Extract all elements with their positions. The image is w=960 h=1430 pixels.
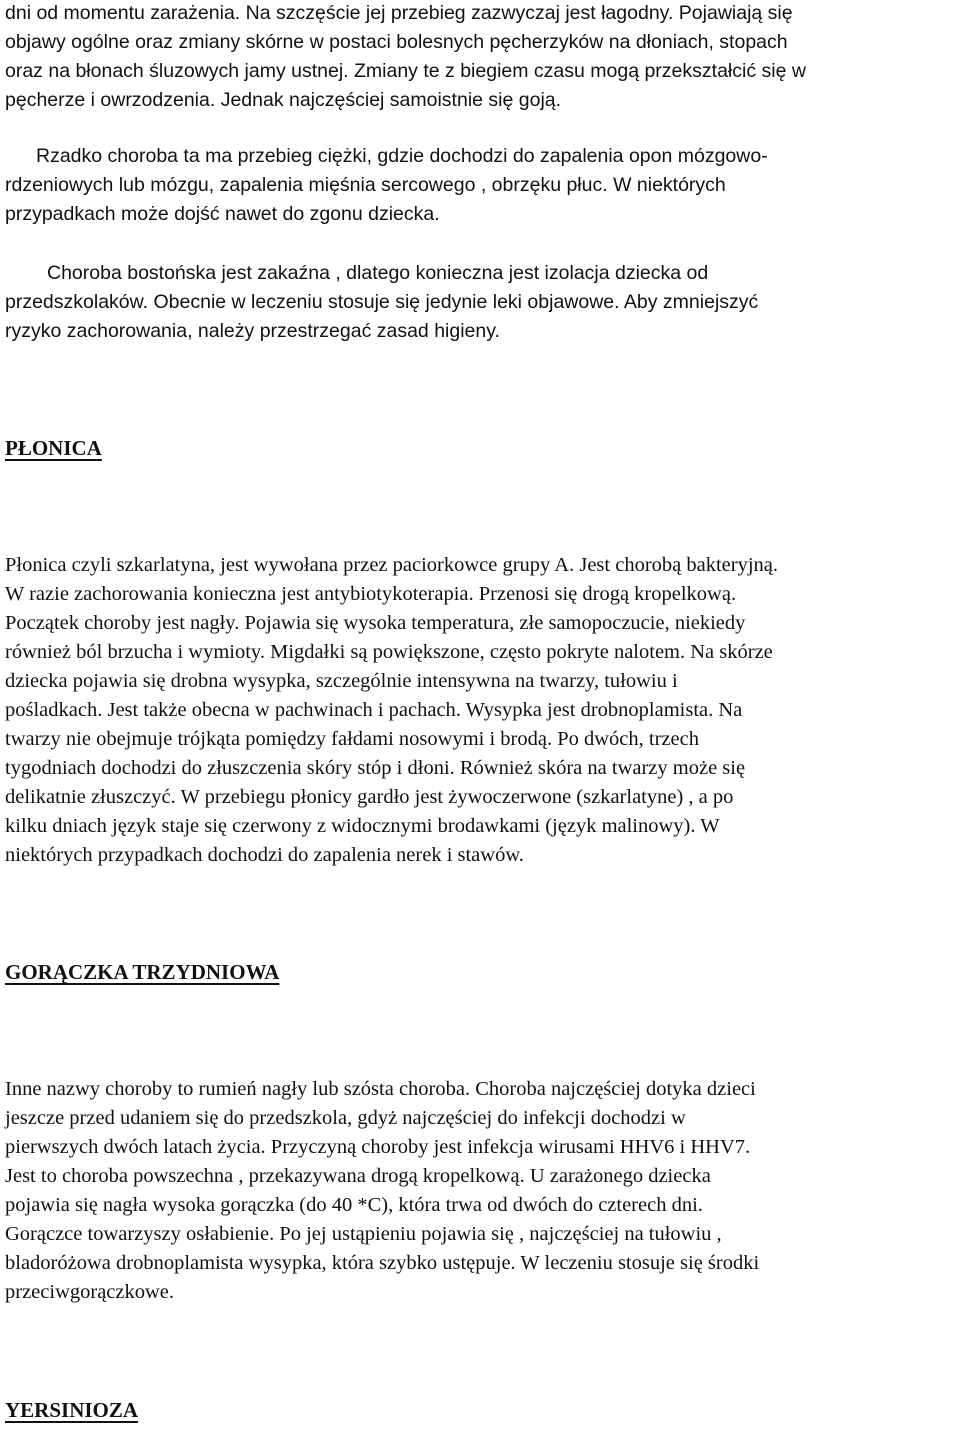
goraczka-line-6: Gorączce towarzyszy osłabienie. Po jej ustąpieniu pojawia się , najczęściej na tułowiu ,	[5, 1223, 722, 1245]
plonica-line-7: twarzy nie obejmuje trójkąta pomiędzy fałdami nosowymi i brodą. Po dwóch, trzech	[5, 728, 699, 750]
plonica-line-1: Płonica czyli szkarlatyna, jest wywołana przez paciorkowce grupy A. Jest chorobą bakteryjną.	[5, 554, 779, 576]
severe-line-3: przypadkach może dojść nawet do zgonu dziecka.	[5, 203, 440, 225]
section-heading-goraczka-trzydniowa: GORĄCZKA TRZYDNIOWA	[5, 960, 280, 984]
goraczka-line-8: przeciwgorączkowe.	[5, 1281, 175, 1303]
section-heading-yersinioza: YERSINIOZA	[5, 1398, 139, 1422]
plonica-line-9: delikatnie złuszczyć. W przebiegu płonicy gardło jest żywoczerwone (szkarlatyne) , a po	[5, 786, 734, 808]
boston-line-3: ryzyko zachorowania, należy przestrzegać zasad higieny.	[5, 320, 500, 342]
goraczka-line-7: bladoróżowa drobnoplamista wysypka, która szybko ustępuje. W leczeniu stosuje się środki	[5, 1252, 760, 1274]
goraczka-line-4: Jest to choroba powszechna , przekazywana drogą kropelkową. U zarażonego dziecka	[5, 1165, 711, 1187]
severe-line-1: Rzadko choroba ta ma przebieg ciężki, gdzie dochodzi do zapalenia opon mózgowo-	[36, 145, 768, 167]
intro-line-4: pęcherze i owrzodzenia. Jednak najczęściej samoistnie się goją.	[5, 89, 562, 111]
plonica-line-3: Początek choroby jest nagły. Pojawia się wysoka temperatura, złe samopoczucie, niekiedy	[5, 612, 746, 634]
goraczka-line-5: pojawia się nagła wysoka gorączka (do 40 *C), która trwa od dwóch do czterech dni.	[5, 1194, 703, 1216]
intro-line-1: dni od momentu zarażenia. Na szczęście jej przebieg zazwyczaj jest łagodny. Pojawiają się	[5, 2, 793, 24]
plonica-line-6: pośladkach. Jest także obecna w pachwinach i pachach. Wysypka jest drobnoplamista. Na	[5, 699, 743, 721]
intro-line-3: oraz na błonach śluzowych jamy ustnej. Zmiany te z biegiem czasu mogą przekształcić się w	[5, 60, 806, 82]
plonica-line-5: dziecka pojawia się drobna wysypka, szczególnie intensywna na twarzy, tułowiu i	[5, 670, 678, 692]
plonica-line-10: kilku dniach język staje się czerwony z widocznymi brodawkami (język malinowy). W	[5, 815, 720, 837]
section-heading-plonica: PŁONICA	[5, 436, 102, 460]
severe-line-2: rdzeniowych lub mózgu, zapalenia mięśnia sercowego , obrzęku płuc. W niektórych	[5, 174, 726, 196]
intro-line-2: objawy ogólne oraz zmiany skórne w postaci bolesnych pęcherzyków na dłoniach, stopach	[5, 31, 788, 53]
boston-line-2: przedszkolaków. Obecnie w leczeniu stosuje się jedynie leki objawowe. Aby zmniejszyć	[5, 291, 759, 313]
plonica-line-4: również ból brzucha i wymioty. Migdałki są powiększone, często pokryte nalotem. Na skórze	[5, 641, 773, 663]
plonica-line-2: W razie zachorowania konieczna jest antybiotykoterapia. Przenosi się drogą kropelkową.	[5, 583, 737, 605]
goraczka-line-3: pierwszych dwóch latach życia. Przyczyną choroby jest infekcja wirusami HHV6 i HHV7.	[5, 1136, 751, 1158]
goraczka-line-1: Inne nazwy choroby to rumień nagły lub szósta choroba. Choroba najczęściej dotyka dzieci	[5, 1078, 756, 1100]
goraczka-line-2: jeszcze przed udaniem się do przedszkola, gdyż najczęściej do infekcji dochodzi w	[5, 1107, 686, 1129]
plonica-line-8: tygodniach dochodzi do złuszczenia skóry stóp i dłoni. Również skóra na twarzy może się	[5, 757, 746, 779]
boston-line-1: Choroba bostońska jest zakaźna , dlatego konieczna jest izolacja dziecka od	[47, 262, 709, 284]
plonica-line-11: niektórych przypadkach dochodzi do zapalenia nerek i stawów.	[5, 844, 524, 866]
